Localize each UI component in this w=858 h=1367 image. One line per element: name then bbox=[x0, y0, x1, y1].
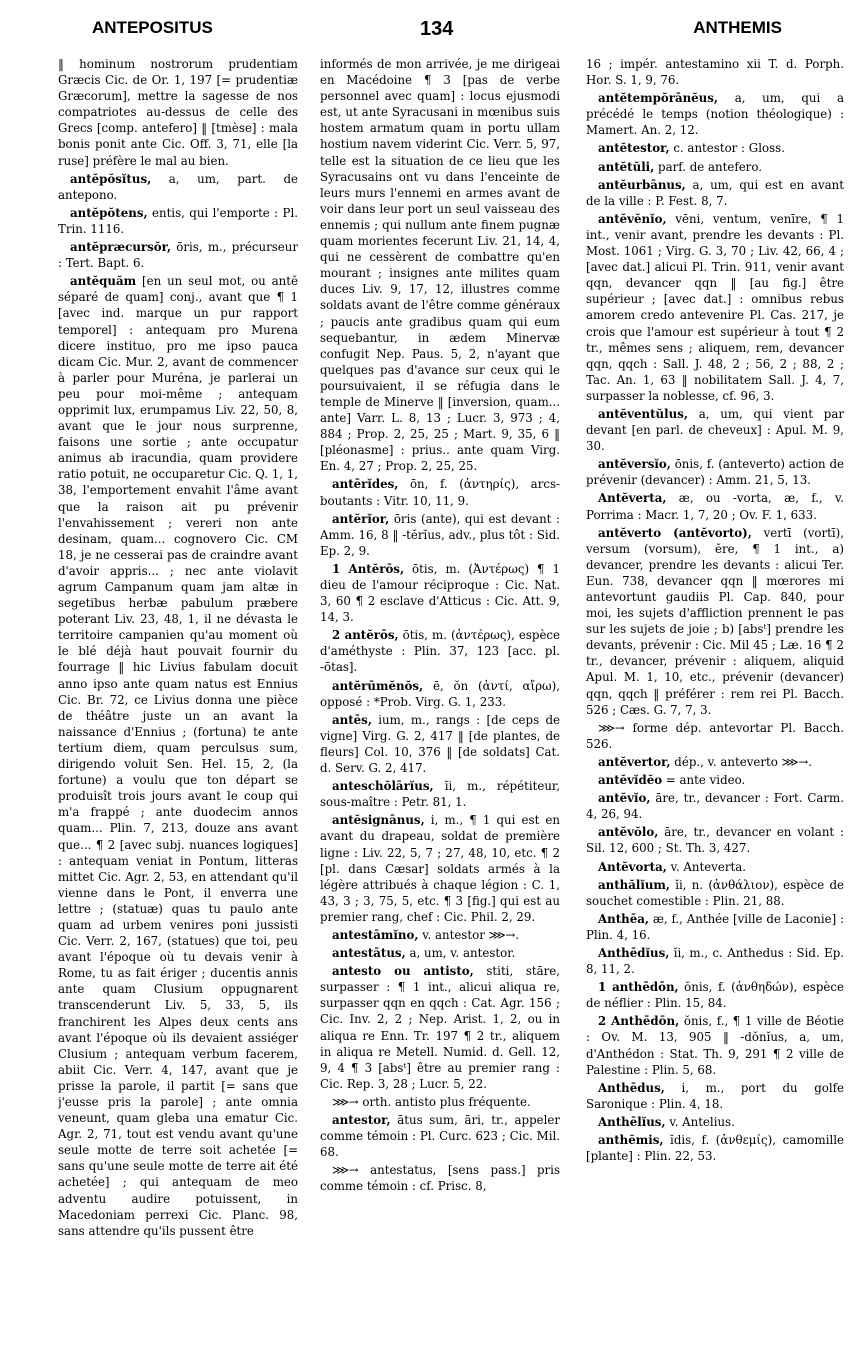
entry-text: a, um, v. antestor. bbox=[409, 946, 516, 961]
dictionary-entry bbox=[320, 963, 560, 1092]
dictionary-entry bbox=[586, 720, 844, 752]
dictionary-entry bbox=[586, 859, 844, 875]
entry-headword: antĕverto (antĕvorto), bbox=[598, 525, 752, 540]
page-header bbox=[58, 18, 838, 46]
entry-text: ōris (ante), qui est devant : Amm. 16, 8 ‖ -tĕrĭus, adv., plus tôt : Sid. Ep. 2, 9. bbox=[320, 511, 560, 558]
entry-text: parf. de antefero. bbox=[658, 159, 762, 174]
entry-headword: antĕrĭor, bbox=[332, 511, 390, 526]
dictionary-entry bbox=[320, 945, 560, 961]
dictionary-entry bbox=[58, 171, 298, 203]
column-2 bbox=[320, 56, 560, 1356]
dictionary-entry bbox=[586, 456, 844, 488]
entry-text: = ante video. bbox=[665, 773, 746, 788]
column-3 bbox=[586, 56, 844, 1356]
entry-text: āre, tr., devancer en volant : Sil. 12, 600 ; St. Th. 3, 427. bbox=[586, 825, 844, 856]
column-1 bbox=[58, 56, 298, 1356]
dictionary-entry bbox=[320, 1112, 560, 1160]
entry-headword: antĕurbānus, bbox=[598, 177, 686, 192]
entry-text: vēni, ventum, venīre, ¶ 1 int., venir avant, prendre les devants : Pl. Most. 1061 ; Virg. G. 3, 70 ; Liv. 42, 66, 4 ; [avec dat.] alicui Pl. Trin. 911, venir avant qqn, devancer qqn ‖ [au fig.] être supérieur ; [avec dat.] : omnibus rebus amorem credo antevenire Pl. Cas. 217, je crois que l'amour est supérieur à tout ¶ 2 tr., mêmes sens ; aliquem, rem, devancer qqn, qqch : Sall. J. 48, 2 ; 56, 2 ; 88, 2 ; Tac. An. 1, 63 ‖ nobilitatem Sall. J. 4, 7, surpasser la noblesse, cf. 96, 3. bbox=[586, 211, 844, 403]
dictionary-entry bbox=[586, 754, 844, 770]
entry-headword: Anthēlĭus, bbox=[598, 1114, 666, 1129]
entry-text: dép., v. anteverto ⋙→. bbox=[674, 754, 813, 769]
entry-headword: 2 antĕrōs, bbox=[332, 628, 399, 643]
dictionary-entry bbox=[58, 205, 298, 237]
entry-headword: 1 Antĕrōs, bbox=[332, 561, 405, 576]
entry-text: entis, qui l'emporte : Pl. Trin. 1116. bbox=[58, 205, 298, 236]
entry-headword: Antĕvorta, bbox=[598, 859, 667, 874]
entry-headword: anthălĭum, bbox=[598, 877, 671, 892]
entry-headword: antērĭdes, bbox=[332, 477, 399, 492]
entry-headword: antĕvĕnĭo, bbox=[598, 211, 667, 226]
entry-text: ātus sum, āri, tr., appeler comme témoin : Pl. Curc. 623 ; Cic. Mil. 68. bbox=[320, 1113, 560, 1160]
entry-headword: antĕpræcursŏr, bbox=[70, 240, 172, 255]
entry-headword: antĕvŏlo, bbox=[598, 825, 659, 840]
dictionary-entry bbox=[586, 140, 844, 156]
entry-text: ĭi, m., répétiteur, sous-maître : Petr. 81, 1. bbox=[320, 779, 560, 810]
entry-headword: 1 anthēdōn, bbox=[598, 980, 679, 995]
entry-headword: antĕtestor, bbox=[598, 141, 670, 156]
dictionary-entry bbox=[586, 877, 844, 909]
entry-headword: antĕvĭdĕo bbox=[598, 773, 663, 788]
entry-headword: Anthēdus, bbox=[598, 1080, 665, 1095]
entry-headword: antĕrūmĕnŏs, bbox=[332, 678, 424, 693]
entry-text: vertī (vortī), versum (vorsum), ĕre, ¶ 1 int., a) devancer, prendre les devants : alicui Ter. Eun. 738, devancer qqn ‖ mœrores mi antevortunt gaudiis Pl. Cap. 840, pour moi, les sujets d'affliction prennent le pas sur les sujets de joie ; b) [absᵗ] prendre les devants, prévenir : Cic. Mil 45 ; Læ. 16 ¶ 2 tr., devancer, prévenir : aliquem, aliquid Apul. M. 1, 10, etc., prévenir (devancer) qqn, qqch ‖ préférer : rem rei Pl. Bacch. 526 ; Cæs. G. 7, 7, 3. bbox=[586, 525, 844, 717]
entry-text: ‖ hominum nostrorum prudentiam Græcis Cic. de Or. 1, 197 [= prudentiæ Græcorum], mettre la sagesse de nos compatriotes au-dessus de celle des Grecs [comp. antefero] ‖ [tmèse] : mala bonis ponit ante Cic. Off. 3, 71, elle [la ruse] préfère le mal au bien. bbox=[58, 57, 298, 168]
dictionary-entry bbox=[586, 56, 844, 88]
entry-text: c. antestor : Gloss. bbox=[673, 141, 785, 156]
entry-text: ĭi, n. (ἀνθάλιον), espèce de souchet comestible : Plin. 21, 88. bbox=[586, 877, 844, 908]
entry-headword: antĕquăm bbox=[70, 274, 137, 289]
entry-text: v. Anteverta. bbox=[670, 859, 746, 874]
entry-headword: antĕversĭo, bbox=[598, 457, 671, 472]
dictionary-entry bbox=[58, 239, 298, 271]
entry-headword: antĕsignānus, bbox=[332, 813, 425, 828]
entry-headword: antestor, bbox=[332, 1113, 391, 1127]
entry-text: a, um, qui a précédé le temps (notion théologique) : Mamert. An. 2, 12. bbox=[586, 91, 844, 138]
entry-text: v. Antelius. bbox=[669, 1114, 735, 1129]
entry-text: v. antestor ⋙→. bbox=[422, 927, 520, 942]
dictionary-entry bbox=[586, 772, 844, 788]
dictionary-entry bbox=[586, 824, 844, 856]
dictionary-entry bbox=[320, 1094, 560, 1110]
dictionary-entry bbox=[586, 1132, 844, 1164]
entry-text: ŏnis, f., ¶ 1 ville de Béotie : Ov. M. 13, 905 ‖ -dŏnĭus, a, um, d'Anthédon : Stat. Th. 9, 291 ¶ 2 ville de Palestine : Plin. 5, 68. bbox=[586, 1014, 844, 1077]
entry-text: ⋙→ orth. antisto plus fréquente. bbox=[332, 1094, 531, 1109]
entry-text: 16 ; impér. antestamino xii T. d. Porph. Hor. S. 1, 9, 76. bbox=[586, 57, 844, 88]
entry-text: stiti, stāre, surpasser : ¶ 1 int., alicui aliqua re, surpasser qqn en qqch : Cat. Agr. 156 ; Cic. Inv. 2, 2 ; Nep. Arist. 1, 2, ou in aliqua re Enn. Tr. 197 ¶ 2 tr., aliquem in aliqua re Metell. Numid. d. Gell. 12, 9, 4 ¶ 3 [absᵗ] être au premier rang : Cic. Rep. 3, 28 ; Lucr. 5, 22. bbox=[320, 964, 560, 1091]
entry-headword: antĕvĭo, bbox=[598, 791, 651, 806]
dictionary-entry bbox=[586, 211, 844, 404]
dictionary-entry bbox=[58, 273, 298, 1239]
entry-text: ium, m., rangs : [de ceps de vigne] Virg. G. 2, 417 ‖ [de plantes, de fleurs] Col. 10, 376 ‖ [de soldats] Cat. d. Serv. G. 2, 417. bbox=[320, 712, 560, 776]
dictionary-body bbox=[58, 56, 844, 1356]
page-number: 134 bbox=[420, 18, 454, 40]
dictionary-entry bbox=[58, 56, 298, 169]
running-head-left: ANTEPOSITUS bbox=[92, 18, 213, 37]
entry-text: i, m., port du golfe Saronique : Plin. 4, 18. bbox=[586, 1080, 844, 1111]
dictionary-entry bbox=[586, 979, 844, 1011]
dictionary-entry bbox=[586, 1013, 844, 1077]
entry-text: æ, f., Anthée [ville de Laconie] : Plin. 4, 16. bbox=[586, 911, 844, 942]
entry-headword: antĕventŭlus, bbox=[598, 406, 688, 421]
entry-text: ⋙→ antestatus, [sens pass.] pris comme témoin : cf. Prisc. 8, bbox=[320, 1163, 560, 1194]
dictionary-entry bbox=[586, 945, 844, 977]
dictionary-entry bbox=[320, 927, 560, 943]
entry-text: ōris, m., précurseur : Tert. Bapt. 6. bbox=[58, 240, 298, 271]
dictionary-entry bbox=[320, 712, 560, 776]
entry-headword: anthĕmis, bbox=[598, 1133, 664, 1147]
entry-headword: antĕvertor, bbox=[598, 754, 671, 769]
entry-text: ōn, f. (ἀντηρίς), arcs-boutants : Vitr. 10, 11, 9. bbox=[320, 477, 560, 508]
dictionary-entry bbox=[320, 812, 560, 925]
dictionary-entry bbox=[320, 778, 560, 810]
dictionary-entry bbox=[586, 406, 844, 454]
entry-text: ĭi, m., c. Anthedus : Sid. Ep. 8, 11, 2. bbox=[586, 945, 844, 977]
dictionary-entry bbox=[586, 490, 844, 522]
dictionary-entry bbox=[320, 678, 560, 710]
entry-text: āre, tr., devancer : Fort. Carm. 4, 26, 94. bbox=[586, 791, 844, 822]
entry-text: æ, ou -vorta, æ, f., v. Porrima : Macr. 1, 7, 20 ; Ov. F. 1, 633. bbox=[586, 491, 844, 522]
entry-text: ⋙→ forme dép. antevortar Pl. Bacch. 526. bbox=[586, 720, 844, 751]
entry-text: ōnis, f. (anteverto) action de prévenir (devancer) : Amm. 21, 5, 13. bbox=[586, 457, 844, 488]
dictionary-entry bbox=[320, 511, 560, 559]
dictionary-entry bbox=[320, 476, 560, 508]
entry-headword: Antĕverta, bbox=[598, 491, 667, 506]
entry-text: ē, ŏn (ἀντί, αἴρω), opposé : *Prob. Virg. G. 1, 233. bbox=[320, 678, 560, 709]
entry-text: a, um, part. de antepono. bbox=[58, 171, 298, 202]
entry-headword: antĕtŭli, bbox=[598, 159, 655, 174]
dictionary-entry bbox=[586, 790, 844, 822]
dictionary-entry bbox=[320, 56, 560, 474]
dictionary-entry bbox=[586, 177, 844, 209]
entry-headword: antĕtempŏrānĕus, bbox=[598, 91, 718, 106]
dictionary-entry bbox=[586, 1114, 844, 1130]
dictionary-entry bbox=[586, 90, 844, 138]
entry-text: ōtis, m. (ἀντέρως), espèce d'améthyste : Plin. 37, 123 [acc. pl. -ōtas]. bbox=[320, 628, 560, 675]
dictionary-entry bbox=[320, 561, 560, 625]
entry-text: ōtis, m. (Ἀντέρως) ¶ 1 dieu de l'amour réciproque : Cic. Nat. 3, 60 ¶ 2 esclave d'Atticus : Cic. Att. 9, 14, 3. bbox=[320, 561, 560, 625]
dictionary-entry bbox=[320, 627, 560, 675]
entry-headword: antĕpŏtens, bbox=[70, 205, 148, 220]
entry-headword: Anthēdĭus, bbox=[598, 945, 670, 960]
entry-headword: antĕpŏsĭtus, bbox=[70, 171, 152, 186]
dictionary-entry bbox=[586, 1080, 844, 1112]
entry-headword: antestāmĭno, bbox=[332, 927, 419, 942]
dictionary-entry bbox=[586, 159, 844, 175]
dictionary-entry bbox=[586, 911, 844, 943]
entry-text: i, m., ¶ 1 qui est en avant du drapeau, soldat de première ligne : Liv. 22, 5, 7 ; 27, 48, 10, etc. ¶ 2 [pl. dans Cæsar] soldats armés à la légère attribués à chaque légion : C. 1, 43, 3 ; 3, 75, 5, etc. ¶ 3 [fig.] qui est au premier rang, chef : Cic. Phil. 2, 29. bbox=[320, 813, 560, 924]
entry-text: a, um, qui est en avant de la ville : P. Fest. 8, 7. bbox=[586, 177, 844, 208]
entry-text: ŏnis, f. (ἀνθηδών), espèce de néflier : Plin. 15, 84. bbox=[586, 980, 844, 1011]
entry-headword: anteschŏlārĭus, bbox=[332, 779, 434, 794]
entry-text: [en un seul mot, ou antĕ séparé de quam] conj., avant que ¶ 1 [avec ind. marque un pur rapport temporel] : antequam pro Murena dicere instituo, pro me ipso pauca dicam Cic. Mur. 2, avant de commencer à parler pour Muréna, je parlerai un peu pour moi-même ; antequam opprimit lux, erumpamus Liv. 22, 50, 8, avant que le jour nous surprenne, faisons une sortie ; ante occupatur animus ab iracundia, quam providere ratio potuit, ne occuparetur Cic. Q. 1, 1, 38, l'emportement envahit l'âme avant que la raison ait pu prévenir l'envahissement ; vereri non ante desinam, quam... cognovero Cic. CM 18, je ne cesserai pas de craindre avant d'avoir appris... ; nec ante violavit agrum Campanum quam jam altæ in segetibus herbæ pabulum præbere poterant Liv. 23, 48, 1, il ne dévasta le territoire campanien qu'au moment où le blé déjà haut pouvait fournir du fourrage ‖ hic Livius fabulam docuit anno ipso ante quam natus est Ennius Cic. Br. 72, ce Livius donna une pièce de théâtre juste un an avant la naissance d'Ennius ; (fortuna) te ante tertium diem, quam perculsus sum, dirigendo voluit Sen. Hel. 15, 2, (la fortune) a voulu que ton départ se produisît trois jours avant le coup qui m'a frappé ; ante duodecim annos quam... Plin. 7, 213, douze ans avant que... ¶ 2 [avec subj. nuances logiques] : antequam veniat in Pontum, litteras mittet Cic. Agr. 2, 53, en attendant qu'il vienne dans le Pont, il enverra une lettre ; (statuæ) quas tu paulo ante quam ad urbem venires poni jussisti Cic. Verr. 2, 167, (statues) que toi, peu avant l'époque où tu devais venir à Rome, tu as fait ériger ; ducentis annis ante quam Clusium oppugnarent transcenderunt Liv. 5, 33, 5, ils franchirent les Alpes deux cents ans avant l'époque où ils devaient assiéger Clusium ; antequam verbum facerem, abiit Cic. Verr. 4, 147, avant que je prisse la parole, il partit [= sans que j'eusse pris la parole] ; ante omnia veneunt, quam gleba una ematur Cic. Agr. 2, 71, tout est vendu avant qu'une seule motte de terre soit achetée [= sans qu'une seule motte de terre ait été achetée] ; qui antequam de meo adventu audire potuissent, in Macedoniam perrexi Cic. Planc. 98, sans attendre qu'ils pussent être bbox=[58, 274, 298, 1238]
entry-headword: antēs, bbox=[332, 712, 372, 727]
entry-headword: antestātus, bbox=[332, 946, 406, 961]
entry-headword: antesto ou antisto, bbox=[332, 964, 474, 979]
dictionary-entry bbox=[320, 1162, 560, 1194]
entry-text: ĭdis, f. (ἀνθεμίς), camomille [plante] : Plin. 22, 53. bbox=[586, 1133, 844, 1164]
dictionary-entry bbox=[586, 525, 844, 718]
entry-headword: Anthēa, bbox=[598, 911, 650, 926]
entry-text: a, um, qui vient par devant [en parl. de cheveux] : Apul. M. 9, 30. bbox=[586, 406, 844, 454]
entry-headword: 2 Anthēdōn, bbox=[598, 1014, 680, 1029]
entry-text: informés de mon arrivée, je me dirigeai en Macédoine ¶ 3 [pas de verbe personnel avec quam] : locus ejusmodi est, ut ante Syracusani in mœnibus suis hostem armatum quam in portu ullam hostium navem viderint Cic. Verr. 5, 97, telle est la situation de ce lieu que les Syracusains ont vu dans l'enceinte de leurs murs l'ennemi en armes avant de voir dans leur port un seul vaisseau des ennemis ; qui nullum ante finem pugnæ quam morientes fecerunt Liv. 21, 14, 4, qui ne cessèrent de combattre qu'en mourant ; insignes ante milites quam duces Liv. 9, 17, 12, illustres comme soldats avant de l'être comme généraux ; paucis ante gradibus quam qui eum sequebantur, in ædem Minervæ confugit Nep. Paus. 5, 2, n'ayant que quelques pas d'avance sur ceux qui le poursuivaient, il se réfugia dans le temple de Minerve ‖ [inversion, quam... ante] Varr. L. 8, 13 ; Lucr. 3, 973 ; 4, 884 ; Prop. 2, 25, 25 ; Mart. 9, 35, 6 ‖ [pléonasme] : prius.. ante quam Virg. En. 4, 27 ; Prop. 2, 25, 25. bbox=[320, 57, 560, 474]
running-head-right: ANTHEMIS bbox=[693, 18, 782, 37]
